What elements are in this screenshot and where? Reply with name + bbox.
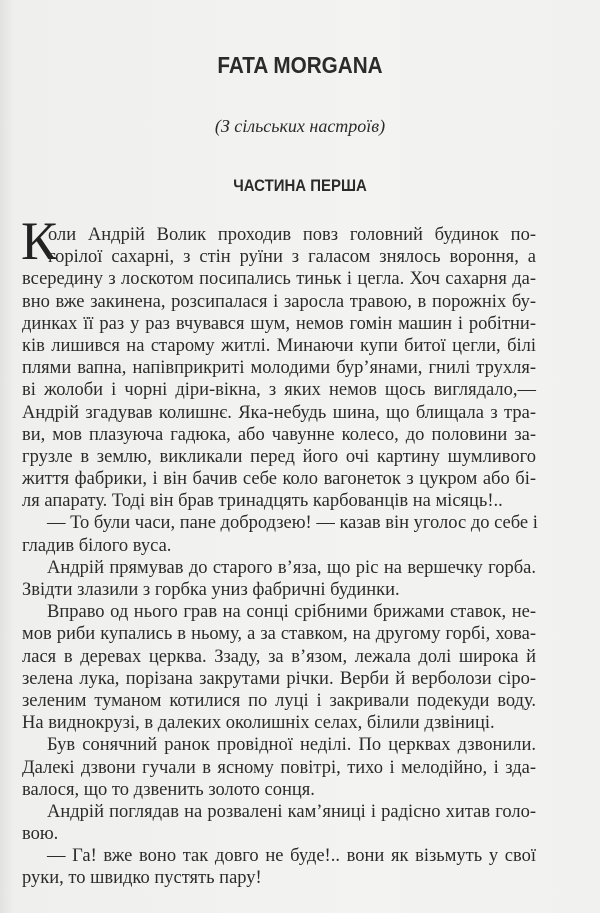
body-text — [22, 224, 536, 890]
text-line: валося, що то дзвенить золото сонця. — [22, 779, 315, 800]
text-line: ків лишився на старому житлі. Минаючи купи битої цегли, білі — [22, 335, 536, 356]
text-line: На виднокрузі, в далеких околишніх селах, білили дзвіниці. — [22, 713, 495, 734]
text-line: ві жолоби і чорні діри-вікна, з яких немов щось виглядало,— — [22, 380, 536, 401]
text-line: — Га! вже воно так довго не буде!.. вони як візьмуть у свої — [47, 846, 536, 867]
text-line: грузле в землю, викликали перед його очі картину шумливого — [22, 446, 536, 467]
text-line: життя фабрики, і він бачив себе коло вагонеток з цукром або бі- — [22, 469, 536, 490]
text-line: гладив білого вуса. — [22, 535, 172, 556]
story-title: FATA MORGANA — [217, 52, 383, 78]
paragraph — [22, 601, 536, 734]
text-line: Андрій прямував до старого в’яза, що ріс на вершечку горба. — [47, 557, 536, 578]
text-line: вно вже закинена, розсипалася і заросла травою, в порожніх бу- — [22, 291, 536, 312]
text-line: Звідти злазили з горбка униз фабричні будинки. — [22, 580, 400, 600]
paragraph — [22, 734, 536, 801]
story-subtitle: (З сільських настроїв) — [214, 116, 386, 136]
text-line: Був сонячний ранок провідної неділі. По церквах дзвонили. — [47, 735, 536, 756]
text-line: вою. — [22, 824, 59, 845]
text-line: динках її раз у раз вчувався шум, немов гомін машин і робітни- — [22, 313, 536, 334]
text-line: ля апарату. Тоді він брав тринадцять карбованців на місяць!.. — [22, 491, 503, 512]
part-heading: ЧАСТИНА ПЕРША — [233, 176, 367, 195]
drop-cap: К — [21, 211, 58, 271]
text-line: всередину з лоскотом посипались тиньк і цегла. Хоч сахарня да- — [22, 269, 536, 290]
text-line: Андрій поглядав на розвалені кам’яниці і радісно хитав голо- — [47, 801, 536, 822]
text-line: зелена лука, порізана закрутами річки. Верби й верболози сіро- — [22, 668, 536, 689]
text-line: — То були часи, пане добродзею! — казав він уголос до себе і — [47, 513, 538, 534]
paragraph — [22, 801, 536, 845]
paragraph — [22, 557, 536, 601]
text-line: плями вапна, напівприкриті молодими бур’янами, гнилі трухля- — [22, 358, 536, 379]
text-line: ви, мов плазуюча гадюка, або чавунне колесо, до половини за- — [22, 424, 536, 445]
text-line: лася в деревах церква. Ззаду, за в’язом, лежала долі широка й — [22, 646, 536, 667]
text-line: Андрій згадував колишнє. Яка-небудь шина, що блищала з тра- — [22, 402, 536, 423]
text-line: мов риби купались в ньому, а за ставком, на другому горбі, хова- — [22, 624, 536, 645]
text-line: горілої сахарні, з стін руїни з галасом знялось вороння, а — [48, 247, 536, 268]
text-line: оли Андрій Волик проходив повз головний будинок по- — [48, 225, 536, 245]
text-line: Далекі дзвони гучали в ясному повітрі, тихо і мелодійно, і зда- — [22, 757, 536, 778]
text-line: зеленим туманом котилися по луці і закривали подекуди воду. — [22, 690, 536, 711]
paragraph — [22, 512, 536, 556]
text-line: Вправо од нього грав на сонці срібними брижами ставок, не- — [47, 602, 536, 623]
text-line: руки, то швидко пустять пару! — [22, 868, 262, 889]
paragraph — [22, 224, 536, 512]
paragraph — [22, 845, 536, 889]
